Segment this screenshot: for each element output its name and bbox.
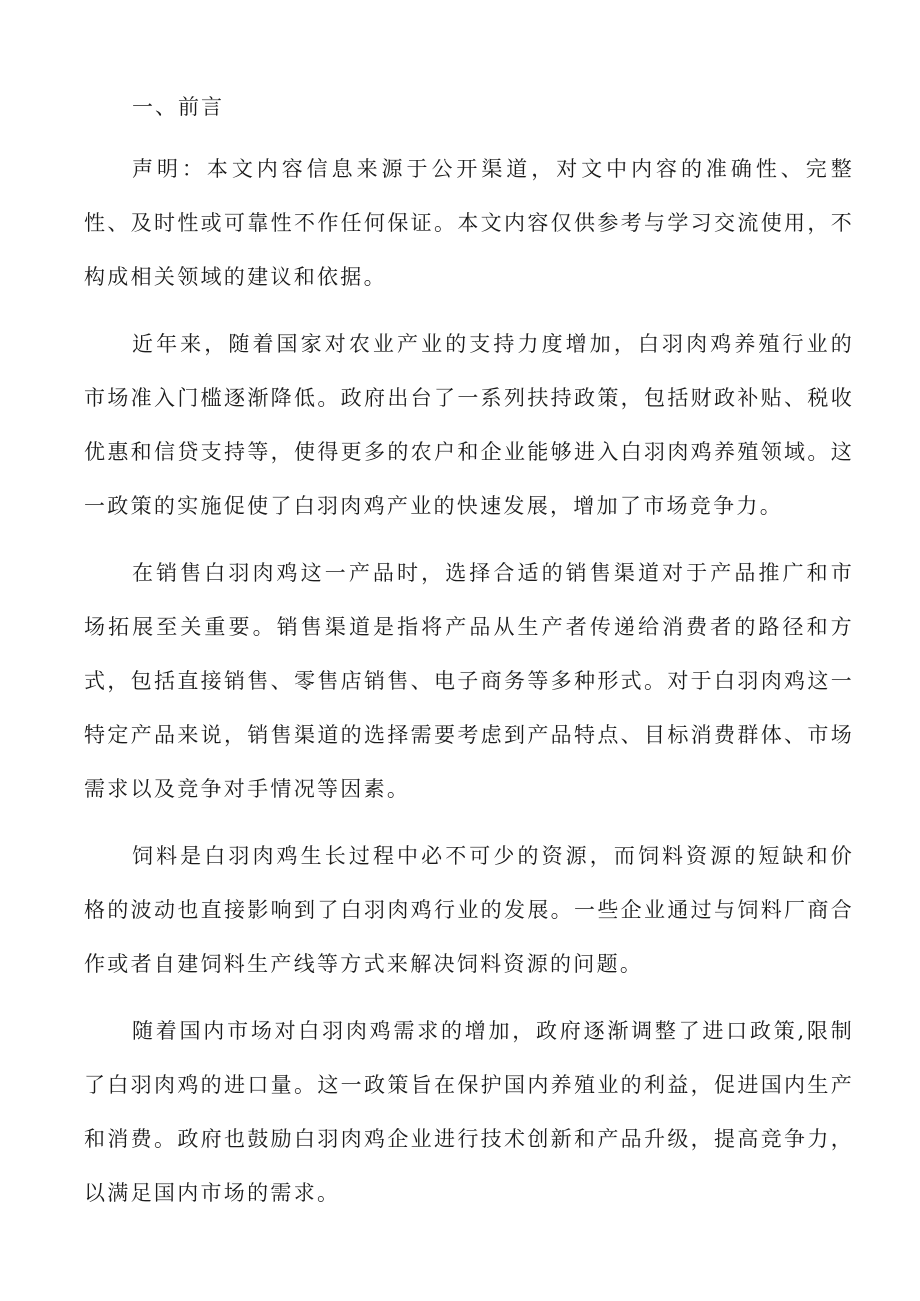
paragraph-feed-resources: 饲料是白羽肉鸡生长过程中必不可少的资源，而饲料资源的短缺和价格的波动也直接影响到了白羽肉鸡行业的发展。一些企业通过与饲料厂商合作或者自建饲料生产线等方式来解决饲料资源的问题。 bbox=[84, 844, 854, 976]
document-page bbox=[84, 86, 854, 1233]
paragraph-import-policy: 随着国内市场对白羽肉鸡需求的增加，政府逐渐调整了进口政策,限制了白羽肉鸡的进口量。这一政策旨在保护国内养殖业的利益，促进国内生产和消费。政府也鼓励白羽肉鸡企业进行技术创新和产品升级，提高竞争力，以满足国内市场的需求。 bbox=[84, 1019, 854, 1205]
paragraph-disclaimer: 声明：本文内容信息来源于公开渠道，对文中内容的准确性、完整性、及时性或可靠性不作任何保证。本文内容仅供参考与学习交流使用，不构成相关领域的建议和依据。 bbox=[84, 157, 854, 289]
section-heading: 一、前言 bbox=[132, 95, 224, 119]
paragraph-market-access: 近年来，随着国家对农业产业的支持力度增加，白羽肉鸡养殖行业的市场准入门槛逐渐降低。政府出台了一系列扶持政策，包括财政补贴、税收优惠和信贷支持等，使得更多的农户和企业能够进入白羽肉鸡养殖领域。这一政策的实施促使了白羽肉鸡产业的快速发展，增加了市场竞争力。 bbox=[84, 332, 854, 518]
paragraph-sales-channels: 在销售白羽肉鸡这一产品时，选择合适的销售渠道对于产品推广和市场拓展至关重要。销售渠道是指将产品从生产者传递给消费者的路径和方式，包括直接销售、零售店销售、电子商务等多种形式。对于白羽肉鸡这一特定产品来说，销售渠道的选择需要考虑到产品特点、目标消费群体、市场需求以及竞争对手情况等因素。 bbox=[84, 561, 854, 801]
